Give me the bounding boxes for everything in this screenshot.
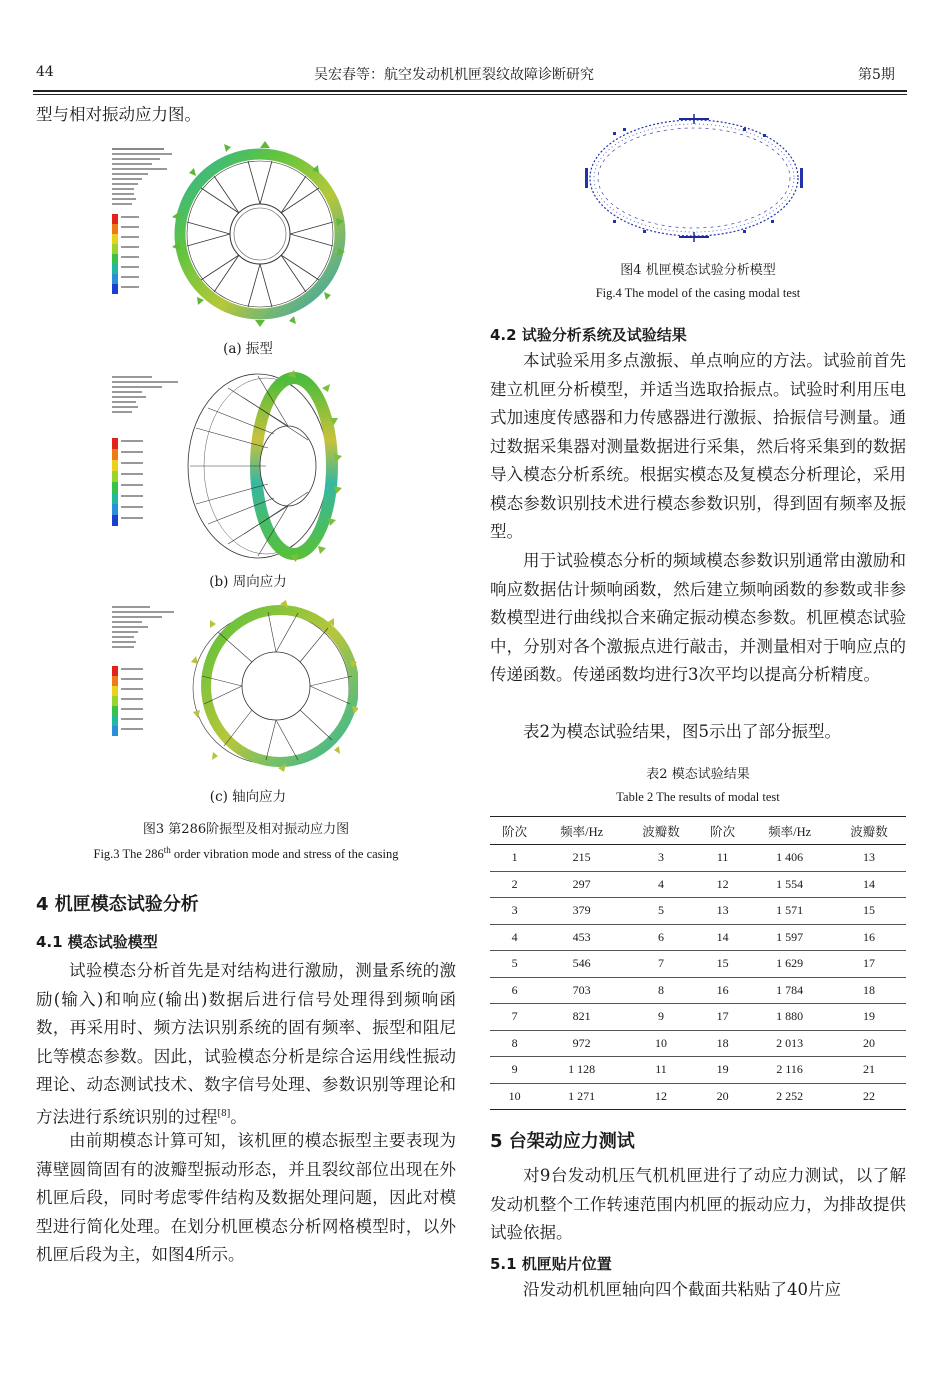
- table-cell: 17: [832, 951, 906, 978]
- table-cell: 14: [698, 924, 747, 951]
- table-cell: 1 571: [747, 898, 832, 925]
- table-cell: 1: [490, 845, 539, 872]
- table-cell: 379: [539, 898, 624, 925]
- table-row: [490, 898, 906, 925]
- col-header-frequency: 频率/Hz: [539, 817, 624, 845]
- col-header-order: 阶次: [490, 817, 539, 845]
- table-cell: 1 128: [539, 1057, 624, 1084]
- section-4-title: 4 机匣模态试验分析: [36, 894, 199, 915]
- table-cell: 1 406: [747, 845, 832, 872]
- table-cell: 11: [624, 1057, 698, 1084]
- figure-3c-axial-stress: [108, 600, 358, 775]
- table-cell: 21: [832, 1057, 906, 1084]
- running-title: 吴宏春等：航空发动机机匣裂纹故障诊断研究: [314, 67, 594, 83]
- table-cell: 10: [490, 1083, 539, 1110]
- table-row: [490, 924, 906, 951]
- figure-3a-mode-shape: [108, 140, 358, 330]
- table-cell: 9: [490, 1057, 539, 1084]
- section-5-title: 5 台架动应力测试: [490, 1131, 635, 1152]
- table-cell: 15: [698, 951, 747, 978]
- paragraph-4-2-b: 用于试验模态分析的频域模态参数识别通常由激励和响应数据估计频响函数，然后建立频响函数的参数或非参数模型进行曲线拟合来确定振动模态参数。机匣模态试验中，分别对各个激振点进行敲击，并测量相对于响应点的传递函数。传递函数均进行3次平均以提高分析精度。: [490, 551, 906, 684]
- table-cell: 1 784: [747, 977, 832, 1004]
- paragraph-4-1-a: 试验模态分析首先是对结构进行激励，测量系统的激励(输入)和响应(输出)数据后进行信号处理得到频响函数，再采用时、频方法识别系统的固有频率、振型和阻尼比等模态参数。因此，试验模态分析是综合运用线性振动理论、动态测试技术、数字信号处理、参数识别等理论和方法进行系统识别的过程[8]。: [36, 961, 456, 1126]
- table-row: [490, 1030, 906, 1057]
- table-cell: 18: [832, 977, 906, 1004]
- figure-4-caption-cn: 图4 机匣模态试验分析模型: [620, 263, 776, 278]
- table-cell: 7: [490, 1004, 539, 1031]
- paragraph-4-2-a: 本试验采用多点激振、单点响应的方法。试验前首先建立机匣分析模型，并适当选取拾振点。试验时利用压电式加速度传感器和力传感器进行激振、拾振信号测量。通过数据采集器对测量数据进行采集，然后将采集到的数据导入模态分析系统。根据实模态及复模态分析理论，采用模态参数识别技术进行模态参数识别，得到固有频率及振型。: [490, 351, 906, 541]
- table-cell: 14: [832, 871, 906, 898]
- table-cell: 3: [624, 845, 698, 872]
- table-row: [490, 977, 906, 1004]
- paragraph-4-2-c: 表2为模态试验结果，图5示出了部分振型。: [523, 722, 841, 741]
- table-cell: 546: [539, 951, 624, 978]
- table-cell: 9: [624, 1004, 698, 1031]
- table-cell: 5: [490, 951, 539, 978]
- table-cell: 12: [698, 871, 747, 898]
- table-2-caption-en: Table 2 The results of modal test: [616, 790, 780, 804]
- table-cell: 453: [539, 924, 624, 951]
- table-cell: 5: [624, 898, 698, 925]
- table-cell: 1 554: [747, 871, 832, 898]
- section-4-2-title: 4.2 试验分析系统及试验结果: [490, 326, 687, 344]
- header-rule-thin: [33, 94, 907, 95]
- table-cell: 12: [624, 1083, 698, 1110]
- page-number: 44: [36, 64, 54, 80]
- table-2-modal-results: [490, 816, 906, 1110]
- paragraph-5-1: 沿发动机机匣轴向四个截面共粘贴了40片应: [523, 1280, 841, 1299]
- section-5-1-title: 5.1 机匣贴片位置: [490, 1255, 612, 1273]
- figure-4-caption-en: Fig.4 The model of the casing modal test: [595, 286, 801, 300]
- figure-3b-circumferential-stress: [108, 368, 358, 568]
- table-row: [490, 845, 906, 872]
- table-cell: 8: [624, 977, 698, 1004]
- col-header-frequency-2: 频率/Hz: [747, 817, 832, 845]
- table-row: [490, 951, 906, 978]
- paragraph-5: 对9台发动机压气机机匣进行了动应力测试，以了解发动机整个工作转速范围内机匣的振动应力，为排故提供试验依据。: [490, 1166, 906, 1242]
- table-cell: 1 880: [747, 1004, 832, 1031]
- table-row: [490, 1057, 906, 1084]
- table-row: [490, 871, 906, 898]
- table-cell: 6: [624, 924, 698, 951]
- table-cell: 3: [490, 898, 539, 925]
- col-header-lobes-2: 波瓣数: [832, 817, 906, 845]
- table-cell: 2: [490, 871, 539, 898]
- intro-line: 型与相对振动应力图。: [36, 105, 201, 124]
- table-cell: 8: [490, 1030, 539, 1057]
- table-row: [490, 1004, 906, 1031]
- table-cell: 16: [698, 977, 747, 1004]
- table-header-row: [490, 817, 906, 845]
- table-cell: 10: [624, 1030, 698, 1057]
- table-cell: 11: [698, 845, 747, 872]
- section-4-1-title: 4.1 模态试验模型: [36, 933, 158, 951]
- table-cell: 1 271: [539, 1083, 624, 1110]
- table-cell: 2 252: [747, 1083, 832, 1110]
- table-cell: 13: [832, 845, 906, 872]
- table-cell: 4: [490, 924, 539, 951]
- table-cell: 6: [490, 977, 539, 1004]
- table-2-caption-cn: 表2 模态试验结果: [646, 767, 750, 782]
- table-cell: 18: [698, 1030, 747, 1057]
- table-cell: 215: [539, 845, 624, 872]
- table-cell: 19: [698, 1057, 747, 1084]
- figure-3-caption-cn: 图3 第286阶振型及相对振动应力图: [142, 822, 350, 837]
- table-cell: 22: [832, 1083, 906, 1110]
- col-header-order-2: 阶次: [698, 817, 747, 845]
- table-cell: 16: [832, 924, 906, 951]
- figure-3a-label: (a) 振型: [223, 341, 273, 357]
- table-cell: 972: [539, 1030, 624, 1057]
- figure-3b-label: (b) 周向应力: [209, 574, 287, 590]
- table-cell: 2 013: [747, 1030, 832, 1057]
- figure-4-test-model: [583, 106, 805, 246]
- table-cell: 1 629: [747, 951, 832, 978]
- table-cell: 19: [832, 1004, 906, 1031]
- header-rule: [33, 90, 907, 92]
- table-cell: 20: [832, 1030, 906, 1057]
- col-header-lobes: 波瓣数: [624, 817, 698, 845]
- table-cell: 2 116: [747, 1057, 832, 1084]
- issue-number: 第5期: [858, 67, 895, 83]
- table-cell: 17: [698, 1004, 747, 1031]
- table-cell: 703: [539, 977, 624, 1004]
- paragraph-4-1-b: 由前期模态计算可知，该机匣的模态振型主要表现为薄壁圆筒固有的波瓣型振动形态，并且裂纹部位出现在外机匣后段，同时考虑零件结构及数据处理问题，因此对模型进行简化处理。在划分机匣模态分析网格模型时，以外机匣后段为主，如图4所示。: [36, 1131, 456, 1264]
- table-cell: 821: [539, 1004, 624, 1031]
- table-cell: 20: [698, 1083, 747, 1110]
- table-cell: 13: [698, 898, 747, 925]
- table-cell: 297: [539, 871, 624, 898]
- figure-3-caption-en: Fig.3 The 286th order vibration mode and stress of the casing: [93, 845, 399, 862]
- table-cell: 7: [624, 951, 698, 978]
- table-cell: 4: [624, 871, 698, 898]
- figure-3c-label: (c) 轴向应力: [209, 789, 287, 805]
- table-row: [490, 1083, 906, 1110]
- table-cell: 15: [832, 898, 906, 925]
- table-cell: 1 597: [747, 924, 832, 951]
